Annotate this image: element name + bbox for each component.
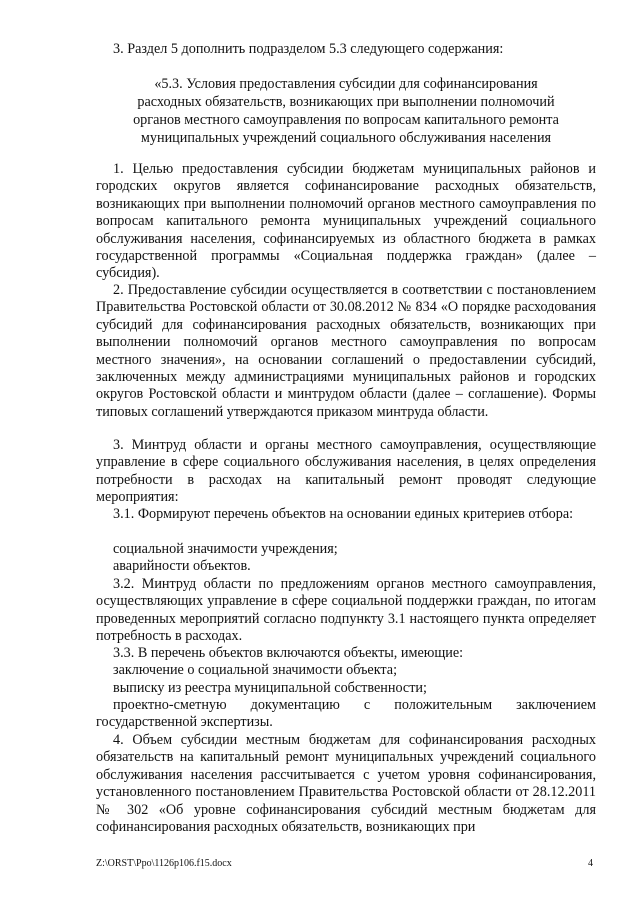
page-number: 4 bbox=[588, 858, 593, 869]
paragraph-3: 3. Минтруд области и органы местного самоуправления, осуществляющие управление в сфере социального обслуживания населения, в целях определения потребности в расходах на капитальный ремонт проводят следующие мероприятия: bbox=[96, 437, 596, 506]
list-item: заключение о социальной значимости объекта; bbox=[113, 662, 398, 678]
list-item: социальной значимости учреждения; bbox=[113, 541, 338, 557]
paragraph-2: 2. Предоставление субсидии осуществляется в соответствии с постановлением Правительства Ростовской области от 30.08.2012 № 834 «О порядке расходования субсидий для софинансирования расходных обязательств, возникающих при выполнении полномочий органов местного самоуправления по вопросам местного значения», на основании соглашений о предоставлении субсидий, заключенных между администрациями муниципальных районов и городских округов Ростовской области и минтрудом области (далее – соглашение). Формы типовых соглашений утверждаются приказом минтруда области. bbox=[96, 282, 596, 420]
list-item: выписку из реестра муниципальной собственности; bbox=[113, 680, 427, 696]
paragraph-3-2: 3.2. Минтруд области по предложениям органов местного самоуправления, осуществляющих управление в сфере социальной поддержки граждан, по итогам проведенных мероприятий согласно подпункту 3.1 настоящего пункта определяет потребность в расходах. bbox=[96, 576, 596, 645]
footer-file-path: Z:\ORST\Ppo\1126p106.f15.docx bbox=[96, 858, 232, 869]
paragraph-1: 1. Целью предоставления субсидии бюджетам муниципальных районов и городских округов является софинансирование расходных обязательств, возникающих при выполнении полномочий органов местного самоуправления по вопросам капитального ремонта муниципальных учреждений социального обслуживания населения, софинансируемых из областного бюджета в рамках государственной программы «Социальная поддержка граждан» (далее – субсидия). bbox=[96, 161, 596, 282]
heading-line-2: расходных обязательств, возникающих при выполнении полномочий bbox=[137, 94, 555, 110]
heading-line-3: органов местного самоуправления по вопросам капитального ремонта bbox=[133, 112, 559, 128]
intro-line: 3. Раздел 5 дополнить подразделом 5.3 следующего содержания: bbox=[113, 41, 504, 57]
paragraph-4: 4. Объем субсидии местным бюджетам для софинансирования расходных обязательств на капитальный ремонт муниципальных учреждений социального обслуживания населения рассчитывается с учетом уровня софинансирования, установленного постановлением Правительства Ростовской области от 28.12.2011 № 302 «Об уровне софинансирования субсидий местным бюджетам для софинансирования расходных обязательств, возникающих при bbox=[96, 732, 596, 836]
paragraph-3-1: 3.1. Формируют перечень объектов на основании единых критериев отбора: bbox=[113, 506, 574, 522]
heading-line-4: муниципальных учреждений социального обслуживания населения bbox=[140, 130, 552, 146]
heading-line-1: «5.3. Условия предоставления субсидии для софинансирования bbox=[154, 76, 538, 92]
paragraph-3-3: 3.3. В перечень объектов включаются объекты, имеющие: bbox=[113, 645, 464, 661]
list-item: аварийности объектов. bbox=[113, 558, 251, 574]
paragraph-3-3-last: проектно-сметную документацию с положительным заключением государственной экспертизы. bbox=[96, 697, 596, 731]
